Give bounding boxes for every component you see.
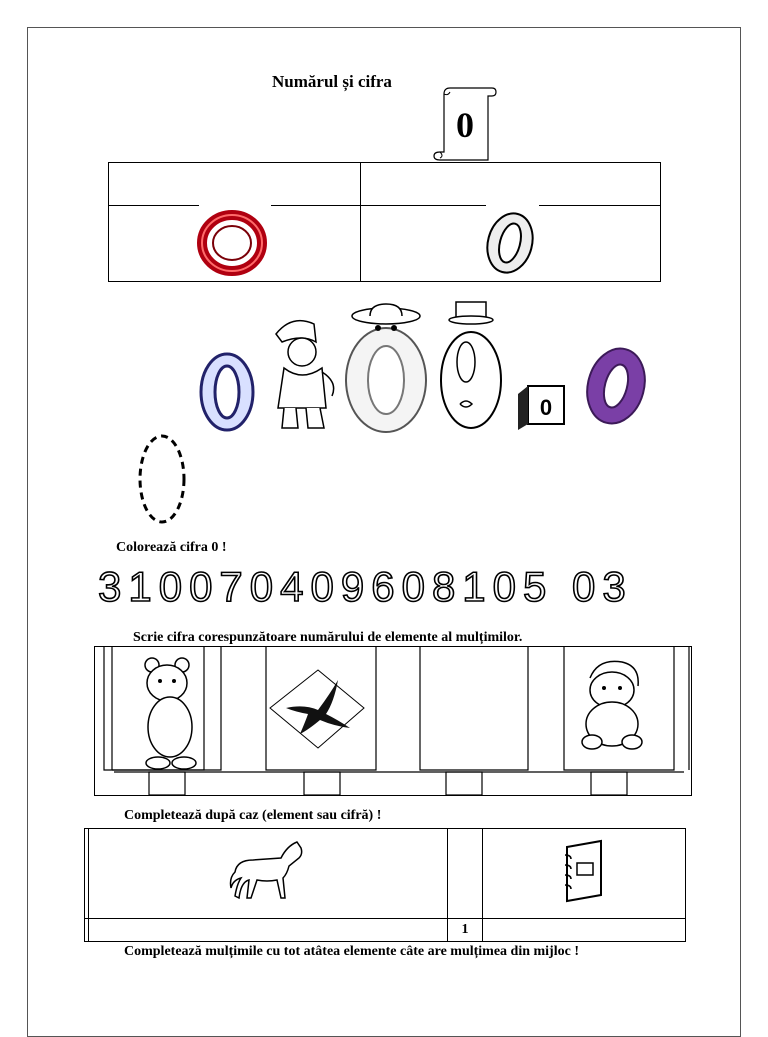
zero-box (108, 162, 661, 282)
red-ring-zero-icon (195, 207, 270, 279)
dwarf-icon (262, 312, 342, 436)
outline-zero-icon (480, 208, 540, 278)
notebook-icon (561, 839, 607, 903)
tophat-zero-icon (436, 300, 506, 432)
answer-cell-middle: 1 (448, 918, 483, 941)
swallow-bird-icon (268, 668, 366, 750)
dashed-oval-icon (136, 432, 188, 526)
scroll-digit: 0 (456, 105, 474, 145)
instruction-write-digit: Scrie cifra corespunzătoare numărului de elemente al mulțimilor. (133, 630, 523, 645)
bear-with-cap-icon (578, 656, 648, 752)
dice-zero-icon (514, 382, 568, 432)
instruction-complete-case: Completează după caz (element sau cifră) ! (124, 808, 382, 823)
horse-icon (227, 836, 309, 906)
answer-cell[interactable] (89, 918, 448, 941)
table-cell[interactable] (448, 829, 483, 919)
svg-text:0: 0 (539, 395, 553, 420)
instruction-complete-sets: Completează mulțimile cu tot atâtea elemente câte are mulțimea din mijloc ! (124, 944, 579, 959)
answer-cell[interactable] (482, 918, 685, 941)
digit-row: 310070409608105 03 (98, 563, 633, 610)
table-cell-horse (89, 829, 448, 919)
page-title: Numărul și cifra (272, 72, 392, 91)
instruction-color-digit: Colorează cifra 0 ! (116, 540, 227, 555)
purple-zero-icon (582, 344, 650, 428)
teddy-bear-icon (136, 655, 208, 771)
blue-zero-icon (196, 350, 258, 434)
hat-zero-icon (340, 302, 432, 436)
complete-table (84, 828, 686, 942)
table-cell-notebook (482, 829, 685, 919)
